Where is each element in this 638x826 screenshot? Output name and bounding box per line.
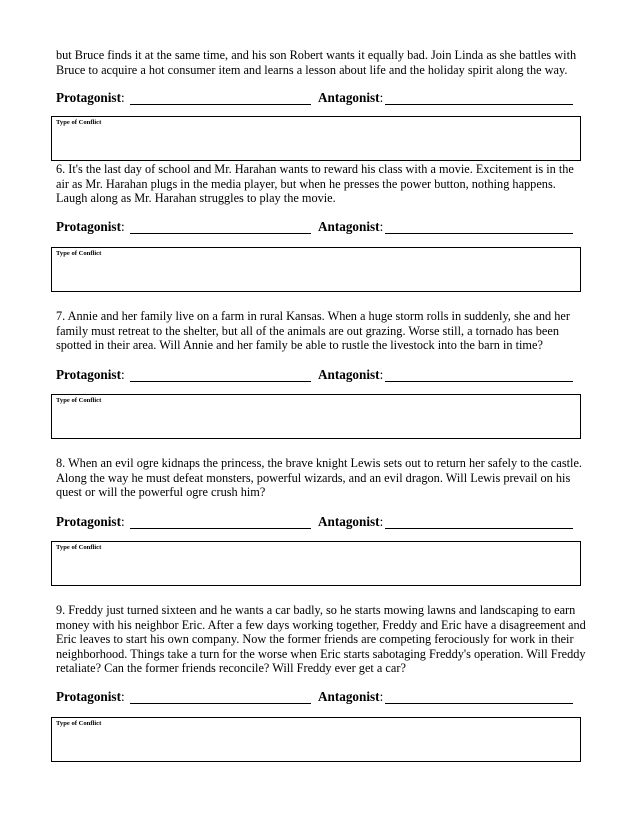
conflict-caption: Type of Conflict [56,119,102,126]
antagonist-label: Antagonist: [318,514,384,529]
protagonist-antagonist-row-6 [56,218,586,236]
story-passage-6: 6. It's the last day of school and Mr. Harahan wants to reward his class with a movie. Excitement is in the air as Mr. Harahan plugs in the media player, but when he presses the power button, nothing happens. Laugh along as Mr. Harahan struggles to play the movie. [56,162,574,206]
protagonist-label: Protagonist: [56,367,125,382]
conflict-caption: Type of Conflict [56,250,102,257]
antagonist-blank-8[interactable] [385,528,573,529]
antagonist-label: Antagonist: [318,219,384,234]
antagonist-label: Antagonist: [318,689,384,704]
protagonist-antagonist-row-9 [56,688,586,706]
protagonist-blank-8[interactable] [130,528,311,529]
protagonist-label: Protagonist: [56,689,125,704]
conflict-box-5[interactable] [51,116,581,161]
protagonist-blank-7[interactable] [130,381,311,382]
conflict-box-7[interactable] [51,394,581,439]
antagonist-blank-9[interactable] [385,703,573,704]
antagonist-blank-7[interactable] [385,381,573,382]
protagonist-label: Protagonist: [56,90,125,105]
protagonist-antagonist-row-8 [56,513,586,531]
antagonist-label: Antagonist: [318,90,384,105]
story-passage-7: 7. Annie and her family live on a farm in rural Kansas. When a huge storm rolls in suddenly, she and her family must retreat to the shelter, but all of the animals are out grazing. Worse still, a tornado has been spotted in their area. Will Annie and her family be able to rustle the livestock into the barn in time? [56,309,570,353]
protagonist-label: Protagonist: [56,514,125,529]
conflict-box-8[interactable] [51,541,581,586]
conflict-box-9[interactable] [51,717,581,762]
antagonist-blank-5[interactable] [385,104,573,105]
story-passage-5: but Bruce finds it at the same time, and his son Robert wants it equally bad. Join Linda as she battles with Bruce to acquire a hot consumer item and learns a lesson about life and the holiday spirit along the way. [56,48,577,77]
conflict-caption: Type of Conflict [56,720,102,727]
conflict-caption: Type of Conflict [56,397,102,404]
story-passage-8: 8. When an evil ogre kidnaps the princess, the brave knight Lewis sets out to return her safely to the castle. Along the way he must defeat monsters, powerful wizards, and an evil dragon. Will Lewis prevail on his quest or will the powerful ogre crush him? [56,456,582,500]
conflict-box-6[interactable] [51,247,581,292]
story-passage-9: 9. Freddy just turned sixteen and he wants a car badly, so he starts mowing lawns and landscaping to earn money with his neighbor Eric. After a few days working together, Freddy and Eric have a disagreement and Eric leaves to start his own company. Now the former friends are competing ferociously for work in their neighborhood. Things take a turn for the worse when Eric starts sabotaging Freddy's operation. Will Freddy retaliate? Can the former friends reconcile? Will Freddy ever get a car? [56,603,586,676]
conflict-caption: Type of Conflict [56,544,102,551]
protagonist-label: Protagonist: [56,219,125,234]
protagonist-blank-5[interactable] [130,104,311,105]
antagonist-blank-6[interactable] [385,233,573,234]
protagonist-antagonist-row-5 [56,89,586,107]
antagonist-label: Antagonist: [318,367,384,382]
protagonist-blank-9[interactable] [130,703,311,704]
protagonist-antagonist-row-7 [56,366,586,384]
protagonist-blank-6[interactable] [130,233,311,234]
